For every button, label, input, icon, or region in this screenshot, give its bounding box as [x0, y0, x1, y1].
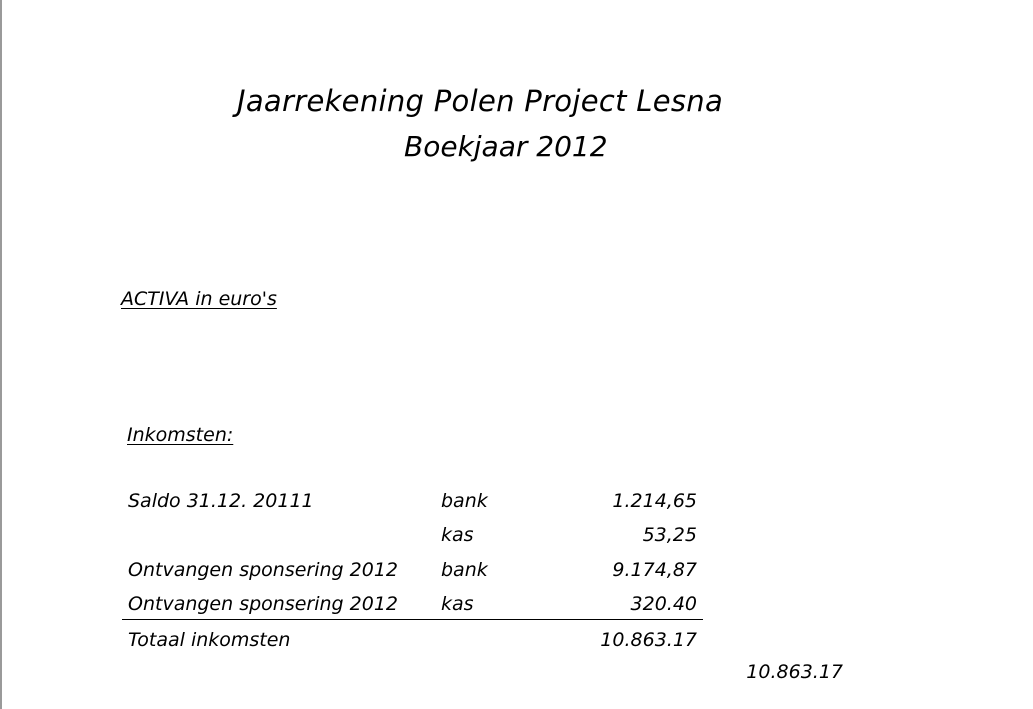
row-description: Ontvangen sponsering 2012 — [128, 559, 399, 581]
grand-total-amount: 10.863.17 — [746, 661, 843, 683]
income-row — [0, 524, 1033, 550]
row-account: kas — [441, 593, 474, 615]
income-row — [0, 593, 1033, 619]
row-description: Saldo 31.12. 20111 — [128, 490, 314, 512]
row-amount: 9.174,87 — [612, 559, 697, 581]
document-subtitle: Boekjaar 2012 — [404, 130, 608, 163]
row-account: kas — [441, 524, 474, 546]
row-account: bank — [441, 490, 488, 512]
total-divider-line — [122, 619, 703, 620]
subsection-heading-inkomsten: Inkomsten: — [127, 424, 234, 446]
section-heading-activa: ACTIVA in euro's — [121, 288, 277, 310]
total-amount: 10.863.17 — [600, 629, 697, 651]
income-row — [0, 490, 1033, 516]
income-row — [0, 559, 1033, 585]
row-amount: 53,25 — [642, 524, 697, 546]
total-row — [0, 629, 1033, 655]
row-account: bank — [441, 559, 488, 581]
document-title: Jaarrekening Polen Project Lesna — [237, 84, 724, 118]
row-amount: 1.214,65 — [612, 490, 697, 512]
row-amount: 320.40 — [630, 593, 697, 615]
row-description: Ontvangen sponsering 2012 — [128, 593, 399, 615]
total-label: Totaal inkomsten — [128, 629, 291, 651]
